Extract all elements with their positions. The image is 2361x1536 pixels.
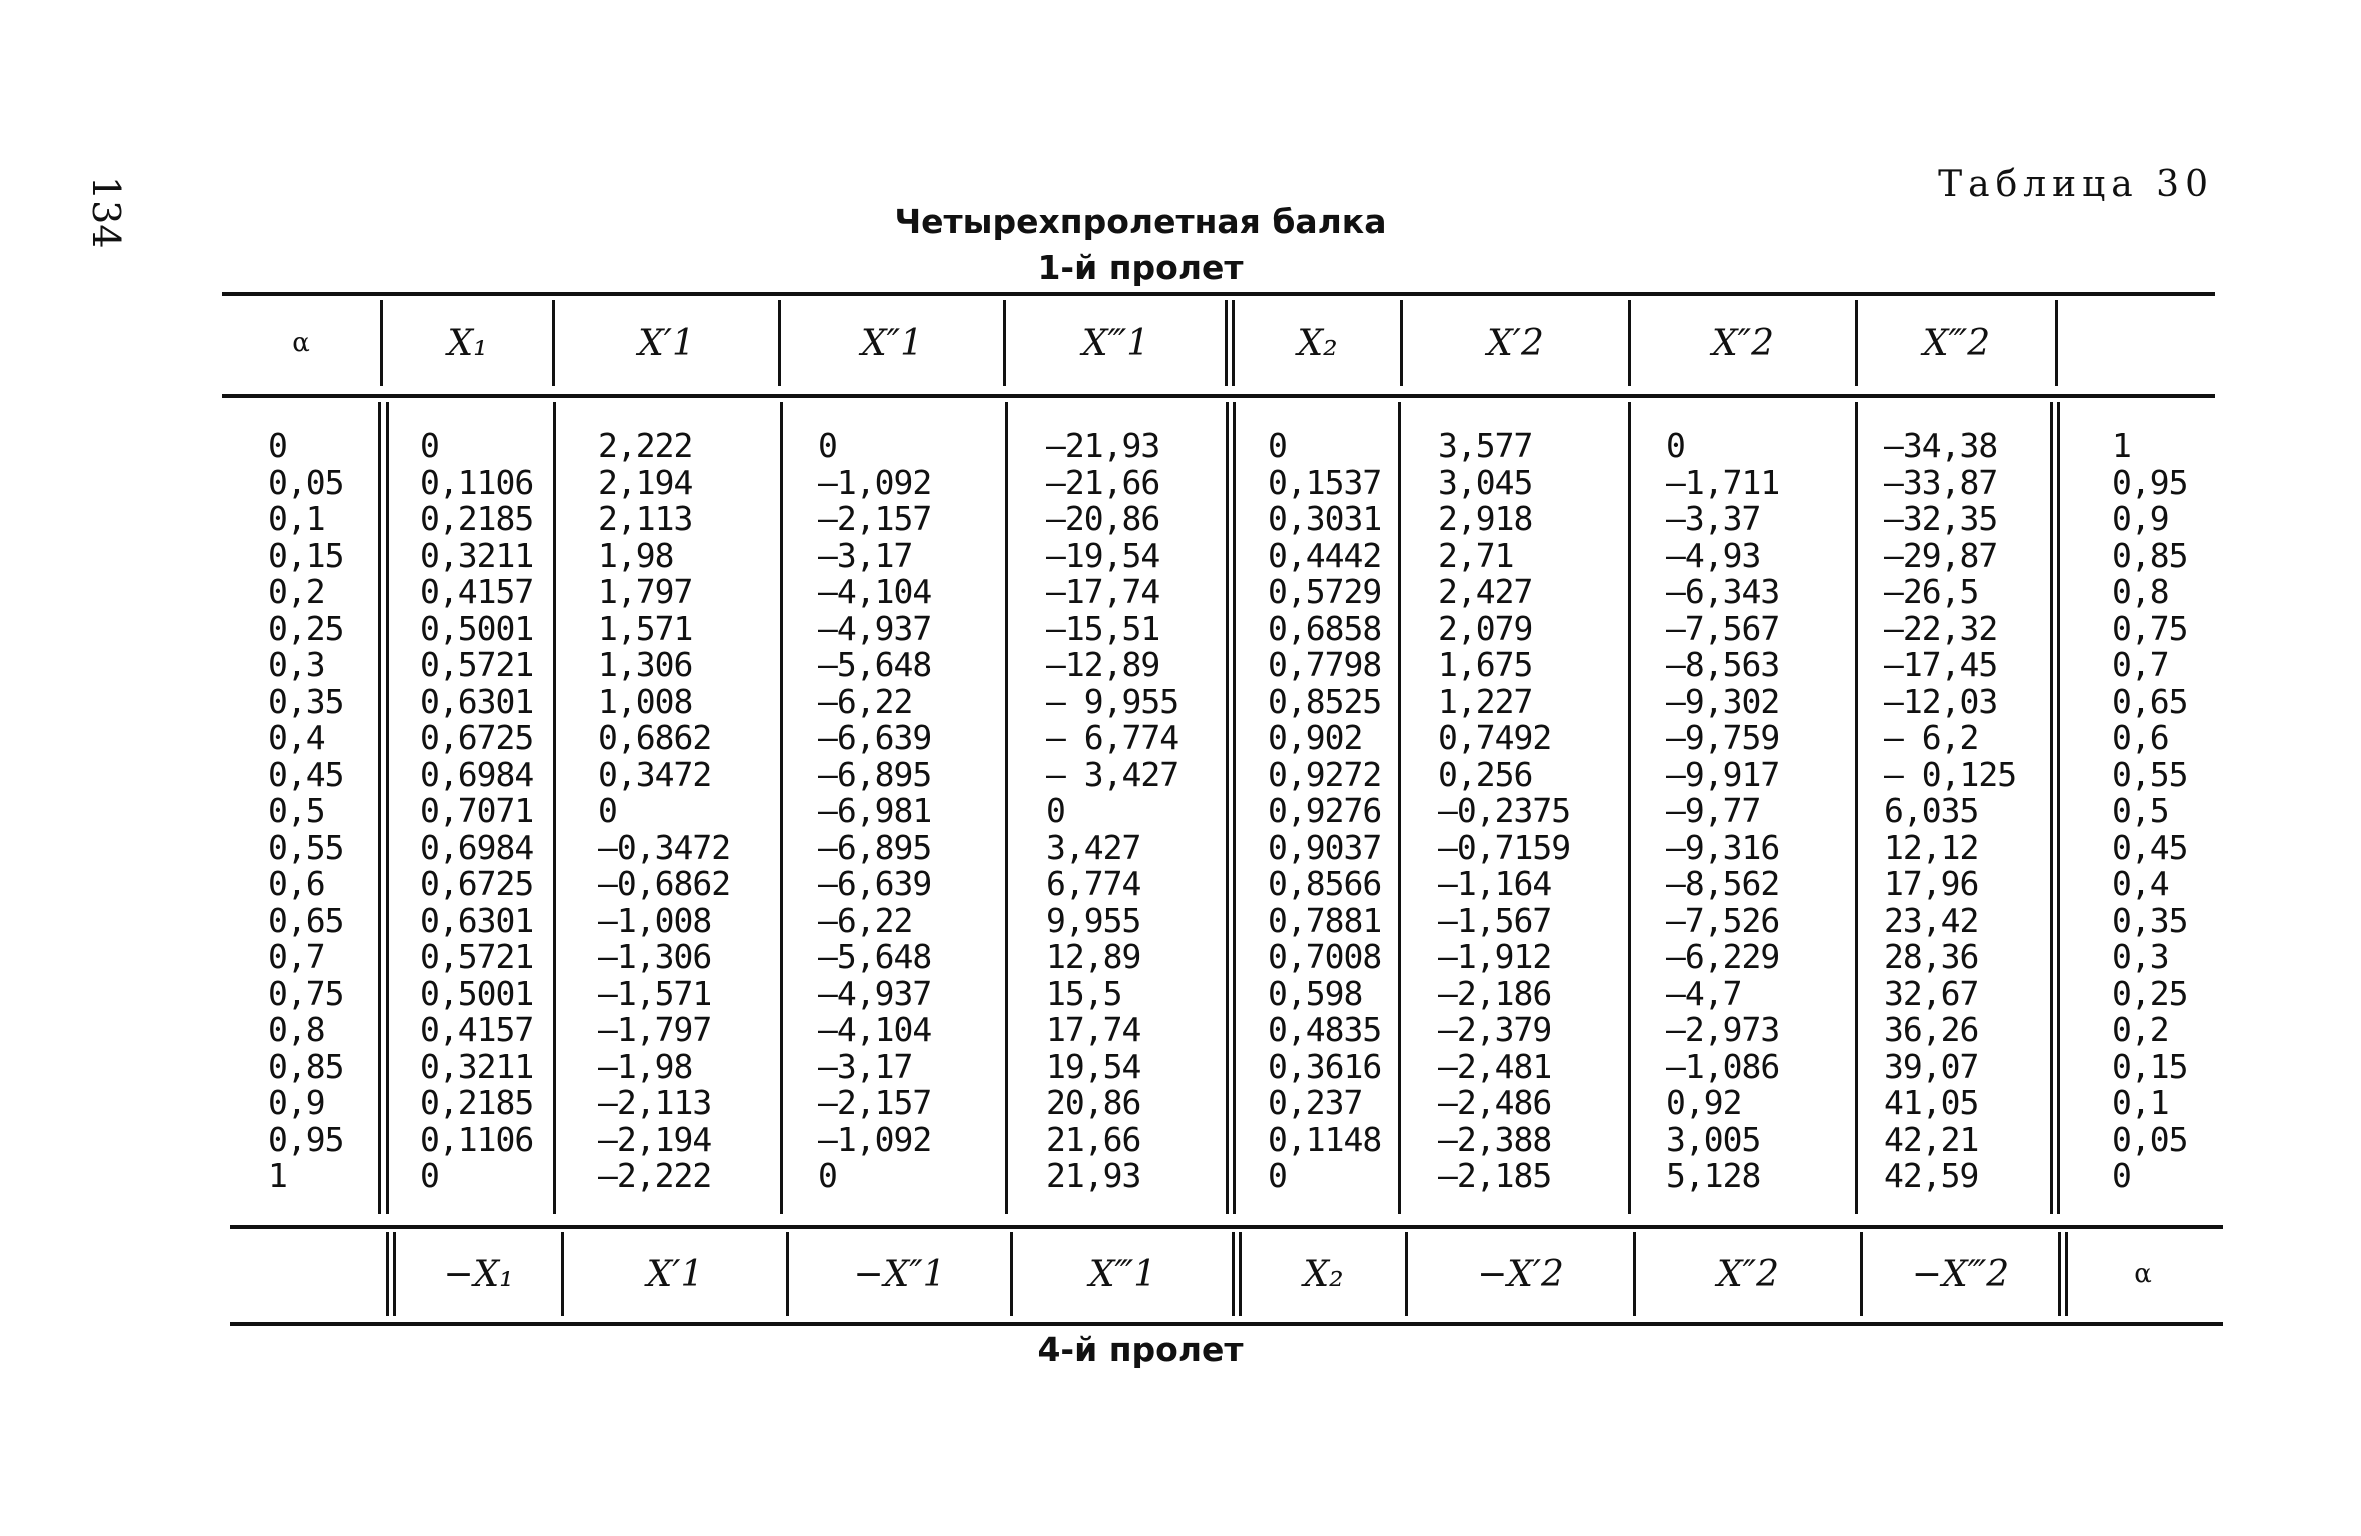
table-cell: 0 bbox=[1666, 426, 1685, 465]
table-cell: —12,89 bbox=[1046, 645, 1160, 684]
table-cell: 0,65 bbox=[268, 900, 344, 940]
footer-neg-x1-double-prime: −X″1 bbox=[853, 1253, 946, 1295]
table-cell: 1 bbox=[2112, 426, 2131, 465]
table-cell: —1,008 bbox=[598, 900, 712, 940]
header-x1: X₁ bbox=[447, 322, 488, 364]
table-cell: 0,5721 bbox=[420, 645, 534, 684]
table-cell: 3,045 bbox=[1438, 462, 1533, 502]
table-cell: —34,38 bbox=[1884, 426, 1998, 465]
header-x2-double-prime: X″2 bbox=[1712, 322, 1774, 364]
table-cell: —0,2375 bbox=[1438, 791, 1571, 830]
table-cell: —9,759 bbox=[1666, 718, 1780, 757]
table-cell: 21,93 bbox=[1046, 1156, 1141, 1195]
table-cell: 0,4 bbox=[2112, 864, 2169, 903]
table-cell: —19,54 bbox=[1046, 535, 1160, 575]
table-cell: 2,194 bbox=[598, 462, 693, 502]
table-cell: —21,93 bbox=[1046, 426, 1160, 465]
table-cell: 0,8 bbox=[268, 1010, 325, 1049]
table-cell: 3,577 bbox=[1438, 426, 1533, 465]
vrule bbox=[780, 402, 783, 1214]
table-cell: 0,2 bbox=[268, 572, 325, 611]
table-cell: 0,6725 bbox=[420, 718, 534, 757]
table-cell: 0,237 bbox=[1268, 1083, 1363, 1122]
table-cell: —3,37 bbox=[1666, 499, 1761, 538]
header-x2: X₂ bbox=[1297, 322, 1338, 364]
table-cell: —0,7159 bbox=[1438, 827, 1571, 867]
table-cell: —3,17 bbox=[818, 535, 913, 575]
table-cell: —2,186 bbox=[1438, 973, 1552, 1013]
table-cell: —2,194 bbox=[598, 1119, 712, 1159]
table-cell: 0 bbox=[1268, 1156, 1287, 1195]
table-cell: 0,5001 bbox=[420, 608, 534, 648]
table-cell: 0,6 bbox=[268, 864, 325, 903]
vrule bbox=[1398, 402, 1401, 1214]
table-cell: 0,6 bbox=[2112, 718, 2169, 757]
table-cell: 9,955 bbox=[1046, 900, 1141, 940]
table-cell: —0,3472 bbox=[598, 827, 731, 867]
table-cell: —6,981 bbox=[818, 791, 932, 830]
table-cell: 36,26 bbox=[1884, 1010, 1979, 1049]
table-cell: 2,427 bbox=[1438, 572, 1533, 611]
table-cell: 19,54 bbox=[1046, 1046, 1141, 1086]
table-cell: 0,4835 bbox=[1268, 1010, 1382, 1049]
table-cell: 0,7798 bbox=[1268, 645, 1382, 684]
table-cell: 42,21 bbox=[1884, 1119, 1979, 1159]
column-x1 bbox=[420, 428, 533, 1195]
table-cell: 0,7492 bbox=[1438, 718, 1552, 757]
table-cell: —2,388 bbox=[1438, 1119, 1552, 1159]
table-cell: —20,86 bbox=[1046, 499, 1160, 538]
table-cell: 0,3031 bbox=[1268, 499, 1382, 538]
table-cell: 15,5 bbox=[1046, 973, 1122, 1013]
table-cell: —1,912 bbox=[1438, 937, 1552, 976]
table-cell: —6,22 bbox=[818, 900, 913, 940]
table-cell: 0,45 bbox=[268, 754, 344, 794]
table-cell: —8,562 bbox=[1666, 864, 1780, 903]
vrule bbox=[1628, 402, 1631, 1214]
table-cell: 0,7 bbox=[2112, 645, 2169, 684]
table-cell: 0 bbox=[420, 1156, 439, 1195]
table-cell: —2,222 bbox=[598, 1156, 712, 1195]
table-cell: 6,035 bbox=[1884, 791, 1979, 830]
table-cell: —4,937 bbox=[818, 608, 932, 648]
column-x2-triple-prime bbox=[1884, 428, 2016, 1195]
vrule bbox=[2057, 402, 2060, 1214]
table-cell: 0,95 bbox=[2112, 462, 2188, 502]
table-cell: —2,481 bbox=[1438, 1046, 1552, 1086]
table-cell: 1,98 bbox=[598, 535, 674, 575]
table-cell: —29,87 bbox=[1884, 535, 1998, 575]
table-cell: 0,2 bbox=[2112, 1010, 2169, 1049]
table-cell: 0,8 bbox=[2112, 572, 2169, 611]
table-cell: 0,1 bbox=[268, 499, 325, 538]
footer-x1-triple-prime: X‴1 bbox=[1088, 1253, 1157, 1295]
table-cell: 0,6984 bbox=[420, 754, 534, 794]
table-cell: —15,51 bbox=[1046, 608, 1160, 648]
table-cell: 0,35 bbox=[268, 681, 344, 721]
table-cell: —1,797 bbox=[598, 1010, 712, 1049]
table-cell: 0,1148 bbox=[1268, 1119, 1382, 1159]
table-cell: 0,6858 bbox=[1268, 608, 1382, 648]
table-cell: 0,85 bbox=[268, 1046, 344, 1086]
table-cell: 1 bbox=[268, 1156, 287, 1195]
table-cell: 12,12 bbox=[1884, 827, 1979, 867]
table-cell: 0,4442 bbox=[1268, 535, 1382, 575]
table-cell: 0,902 bbox=[1268, 718, 1363, 757]
column-x1-triple-prime bbox=[1046, 428, 1178, 1195]
table-cell: 0 bbox=[598, 791, 617, 830]
table-cell: —26,5 bbox=[1884, 572, 1979, 611]
table-cell: 0,8525 bbox=[1268, 681, 1382, 721]
table-cell: 0,15 bbox=[2112, 1046, 2188, 1086]
column-x2-prime bbox=[1438, 428, 1570, 1195]
table-cell: 0,6984 bbox=[420, 827, 534, 867]
vrule bbox=[1232, 1232, 1235, 1316]
table-cell: —4,104 bbox=[818, 1010, 932, 1049]
column-alpha bbox=[268, 428, 343, 1195]
vrule bbox=[2050, 402, 2053, 1214]
table-cell: —6,639 bbox=[818, 864, 932, 903]
table-cell: 0,3 bbox=[268, 645, 325, 684]
table-cell: 0,3211 bbox=[420, 535, 534, 575]
table-cell: —2,185 bbox=[1438, 1156, 1552, 1195]
column-x1-double-prime bbox=[818, 428, 931, 1195]
footer-x2: X₂ bbox=[1303, 1253, 1344, 1295]
table-cell: — 3,427 bbox=[1046, 754, 1179, 794]
table-cell: 0 bbox=[2112, 1156, 2131, 1195]
table-cell: —2,973 bbox=[1666, 1010, 1780, 1049]
table-cell: 23,42 bbox=[1884, 900, 1979, 940]
table-cell: 20,86 bbox=[1046, 1083, 1141, 1122]
page-number: 134 bbox=[84, 176, 128, 249]
table-cell: —4,937 bbox=[818, 973, 932, 1013]
table-cell: 0,6301 bbox=[420, 900, 534, 940]
table-cell: 0,3211 bbox=[420, 1046, 534, 1086]
table-cell: 1,571 bbox=[598, 608, 693, 648]
table-cell: —6,895 bbox=[818, 827, 932, 867]
rule-header-bottom bbox=[222, 394, 2215, 398]
table-cell: —1,567 bbox=[1438, 900, 1552, 940]
table-cell: 6,774 bbox=[1046, 864, 1141, 903]
table-cell: 0,45 bbox=[2112, 827, 2188, 867]
table-cell: 0,2185 bbox=[420, 1083, 534, 1122]
vrule bbox=[1226, 402, 1229, 1214]
footer-neg-x1: −X₁ bbox=[443, 1253, 514, 1295]
table-cell: —22,32 bbox=[1884, 608, 1998, 648]
table-cell: 0,9 bbox=[2112, 499, 2169, 538]
footer-empty bbox=[230, 1232, 386, 1316]
table-cell: —3,17 bbox=[818, 1046, 913, 1086]
table-cell: — 6,2 bbox=[1884, 718, 1979, 757]
span-label-bottom: 4-й пролет bbox=[1037, 1330, 1244, 1369]
header-x1-prime: X′1 bbox=[638, 322, 695, 364]
table-cell: 3,005 bbox=[1666, 1119, 1761, 1159]
table-cell: 0,4 bbox=[268, 718, 325, 757]
table-cell: 0,55 bbox=[268, 827, 344, 867]
table-cell: —33,87 bbox=[1884, 462, 1998, 502]
table-cell: 0,7881 bbox=[1268, 900, 1382, 940]
table-cell: 0,3 bbox=[2112, 937, 2169, 976]
vrule bbox=[378, 402, 381, 1214]
table-cell: 0,7071 bbox=[420, 791, 534, 830]
header-empty bbox=[2058, 300, 2215, 386]
table-cell: 42,59 bbox=[1884, 1156, 1979, 1195]
table-cell: — 6,774 bbox=[1046, 718, 1179, 757]
table-cell: 2,079 bbox=[1438, 608, 1533, 648]
table-title: Четырехпролетная балка bbox=[894, 202, 1387, 241]
table-cell: 21,66 bbox=[1046, 1119, 1141, 1159]
table-cell: 0,5001 bbox=[420, 973, 534, 1013]
table-cell: —1,98 bbox=[598, 1046, 693, 1086]
table-cell: 17,74 bbox=[1046, 1010, 1141, 1049]
table-cell: 17,96 bbox=[1884, 864, 1979, 903]
table-cell: —6,343 bbox=[1666, 572, 1780, 611]
table-cell: —1,164 bbox=[1438, 864, 1552, 903]
footer-neg-x2-prime: −X′2 bbox=[1477, 1253, 1564, 1295]
footer-x1-prime: X′1 bbox=[646, 1253, 704, 1295]
table-cell: —1,306 bbox=[598, 937, 712, 976]
vrule bbox=[1225, 300, 1228, 386]
table-cell: 0,9276 bbox=[1268, 791, 1382, 830]
vrule bbox=[553, 402, 556, 1214]
footer-alpha: α bbox=[2134, 1259, 2152, 1289]
table-cell: —2,157 bbox=[818, 1083, 932, 1122]
table-cell: 0,5721 bbox=[420, 937, 534, 976]
table-cell: —4,7 bbox=[1666, 973, 1742, 1013]
table-cell: 0,1537 bbox=[1268, 462, 1382, 502]
table-cell: 0,1 bbox=[2112, 1083, 2169, 1122]
table-cell: 0,35 bbox=[2112, 900, 2188, 940]
table-cell: 0,95 bbox=[268, 1119, 344, 1159]
table-cell: —1,092 bbox=[818, 1119, 932, 1159]
table-cell: —1,086 bbox=[1666, 1046, 1780, 1086]
header-alpha: α bbox=[292, 328, 310, 358]
table-cell: 12,89 bbox=[1046, 937, 1141, 976]
table-cell: 0,4157 bbox=[420, 572, 534, 611]
header-x1-triple-prime: X‴1 bbox=[1081, 322, 1150, 364]
table-cell: —1,092 bbox=[818, 462, 932, 502]
table-cell: —9,316 bbox=[1666, 827, 1780, 867]
table-cell: 39,07 bbox=[1884, 1046, 1979, 1086]
table-cell: 3,427 bbox=[1046, 827, 1141, 867]
table-cell: 0,9272 bbox=[1268, 754, 1382, 794]
header-x2-triple-prime: X‴2 bbox=[1922, 322, 1991, 364]
header-x2-prime: X′2 bbox=[1487, 322, 1544, 364]
table-cell: 0,05 bbox=[268, 462, 344, 502]
rule-bottom bbox=[230, 1322, 2223, 1326]
table-cell: 0,55 bbox=[2112, 754, 2188, 794]
table-cell: 5,128 bbox=[1666, 1156, 1761, 1195]
table-cell: —7,567 bbox=[1666, 608, 1780, 648]
table-cell: 0,75 bbox=[2112, 608, 2188, 648]
vrule bbox=[386, 1232, 389, 1316]
table-cell: 0,9 bbox=[268, 1083, 325, 1122]
table-cell: —6,639 bbox=[818, 718, 932, 757]
table-cell: 0,6862 bbox=[598, 718, 712, 757]
column-x1-prime bbox=[598, 428, 730, 1195]
table-cell: —2,113 bbox=[598, 1083, 712, 1122]
table-cell: —21,66 bbox=[1046, 462, 1160, 502]
span-label-top: 1-й пролет bbox=[1037, 248, 1244, 287]
table-cell: 0 bbox=[1268, 426, 1287, 465]
table-cell: 0 bbox=[818, 426, 837, 465]
table-cell: 0,3616 bbox=[1268, 1046, 1382, 1086]
rule-top bbox=[222, 292, 2215, 296]
table-cell: —2,157 bbox=[818, 499, 932, 538]
table-cell: —9,917 bbox=[1666, 754, 1780, 794]
table-cell: 0,598 bbox=[1268, 973, 1363, 1013]
table-cell: 0,4157 bbox=[420, 1010, 534, 1049]
table-cell: —5,648 bbox=[818, 937, 932, 976]
table-cell: 0,5729 bbox=[1268, 572, 1382, 611]
table-label: Таблица 30 bbox=[1938, 164, 2214, 205]
table-cell: 0,05 bbox=[2112, 1119, 2188, 1159]
table-cell: 0 bbox=[1046, 791, 1065, 830]
table-cell: —2,486 bbox=[1438, 1083, 1552, 1122]
table-cell: 0,25 bbox=[268, 608, 344, 648]
table-cell: —12,03 bbox=[1884, 681, 1998, 721]
vrule bbox=[386, 402, 389, 1214]
table-cell: 1,306 bbox=[598, 645, 693, 684]
table-cell: 0,7 bbox=[268, 937, 325, 976]
table-cell: —0,6862 bbox=[598, 864, 731, 903]
table-cell: 0,92 bbox=[1666, 1083, 1742, 1122]
table-cell: 0,5 bbox=[268, 791, 325, 830]
table-cell: —6,229 bbox=[1666, 937, 1780, 976]
table-cell: 0,5 bbox=[2112, 791, 2169, 830]
table-cell: 0,6301 bbox=[420, 681, 534, 721]
header-x1-double-prime: X″1 bbox=[861, 322, 923, 364]
table-cell: 32,67 bbox=[1884, 973, 1979, 1013]
table-cell: —7,526 bbox=[1666, 900, 1780, 940]
table-cell: 28,36 bbox=[1884, 937, 1979, 976]
vrule bbox=[1005, 402, 1008, 1214]
table-cell: —9,77 bbox=[1666, 791, 1761, 830]
table-cell: 1,675 bbox=[1438, 645, 1533, 684]
table-cell: 0,2185 bbox=[420, 499, 534, 538]
table-cell: —1,711 bbox=[1666, 462, 1780, 502]
table-cell: 0,6725 bbox=[420, 864, 534, 903]
table-cell: —1,571 bbox=[598, 973, 712, 1013]
table-cell: 2,222 bbox=[598, 426, 693, 465]
table-cell: 0,1106 bbox=[420, 462, 534, 502]
table-cell: 0,3472 bbox=[598, 754, 712, 794]
table-cell: 0 bbox=[268, 426, 287, 465]
table-cell: 0,9037 bbox=[1268, 827, 1382, 867]
column-x2-double-prime bbox=[1666, 428, 1779, 1195]
vrule bbox=[1233, 402, 1236, 1214]
vrule bbox=[1855, 402, 1858, 1214]
footer-x2-double-prime: X″2 bbox=[1717, 1253, 1779, 1295]
table-cell: 1,797 bbox=[598, 572, 693, 611]
table-cell: 1,008 bbox=[598, 681, 693, 721]
table-cell: —17,45 bbox=[1884, 645, 1998, 684]
vrule bbox=[2058, 1232, 2061, 1316]
table-cell: 0,15 bbox=[268, 535, 344, 575]
table-cell: —8,563 bbox=[1666, 645, 1780, 684]
table-cell: —17,74 bbox=[1046, 572, 1160, 611]
footer-neg-x2-triple-prime: −X‴2 bbox=[1911, 1253, 2010, 1295]
table-cell: —32,35 bbox=[1884, 499, 1998, 538]
table-cell: 0,85 bbox=[2112, 535, 2188, 575]
table-cell: 2,71 bbox=[1438, 535, 1514, 575]
table-cell: —6,22 bbox=[818, 681, 913, 721]
table-cell: 0,25 bbox=[2112, 973, 2188, 1013]
table-cell: —4,93 bbox=[1666, 535, 1761, 575]
table-cell: 41,05 bbox=[1884, 1083, 1979, 1122]
table-cell: 0,256 bbox=[1438, 754, 1533, 794]
table-cell: 2,918 bbox=[1438, 499, 1533, 538]
column-x2 bbox=[1268, 428, 1381, 1195]
rule-body-bottom bbox=[230, 1225, 2223, 1229]
table-cell: 0,1106 bbox=[420, 1119, 534, 1159]
table-cell: — 0,125 bbox=[1884, 754, 2017, 794]
table-cell: 1,227 bbox=[1438, 681, 1533, 721]
column-alpha-reversed bbox=[2112, 428, 2187, 1195]
table-cell: —9,302 bbox=[1666, 681, 1780, 721]
table-cell: —2,379 bbox=[1438, 1010, 1552, 1049]
table-cell: —6,895 bbox=[818, 754, 932, 794]
table-cell: —5,648 bbox=[818, 645, 932, 684]
table-cell: 2,113 bbox=[598, 499, 693, 538]
table-cell: 0 bbox=[420, 426, 439, 465]
table-cell: 0,65 bbox=[2112, 681, 2188, 721]
table-cell: 0,7008 bbox=[1268, 937, 1382, 976]
table-cell: — 9,955 bbox=[1046, 681, 1179, 721]
table-cell: 0 bbox=[818, 1156, 837, 1195]
table-cell: 0,8566 bbox=[1268, 864, 1382, 903]
table-cell: —4,104 bbox=[818, 572, 932, 611]
table-cell: 0,75 bbox=[268, 973, 344, 1013]
